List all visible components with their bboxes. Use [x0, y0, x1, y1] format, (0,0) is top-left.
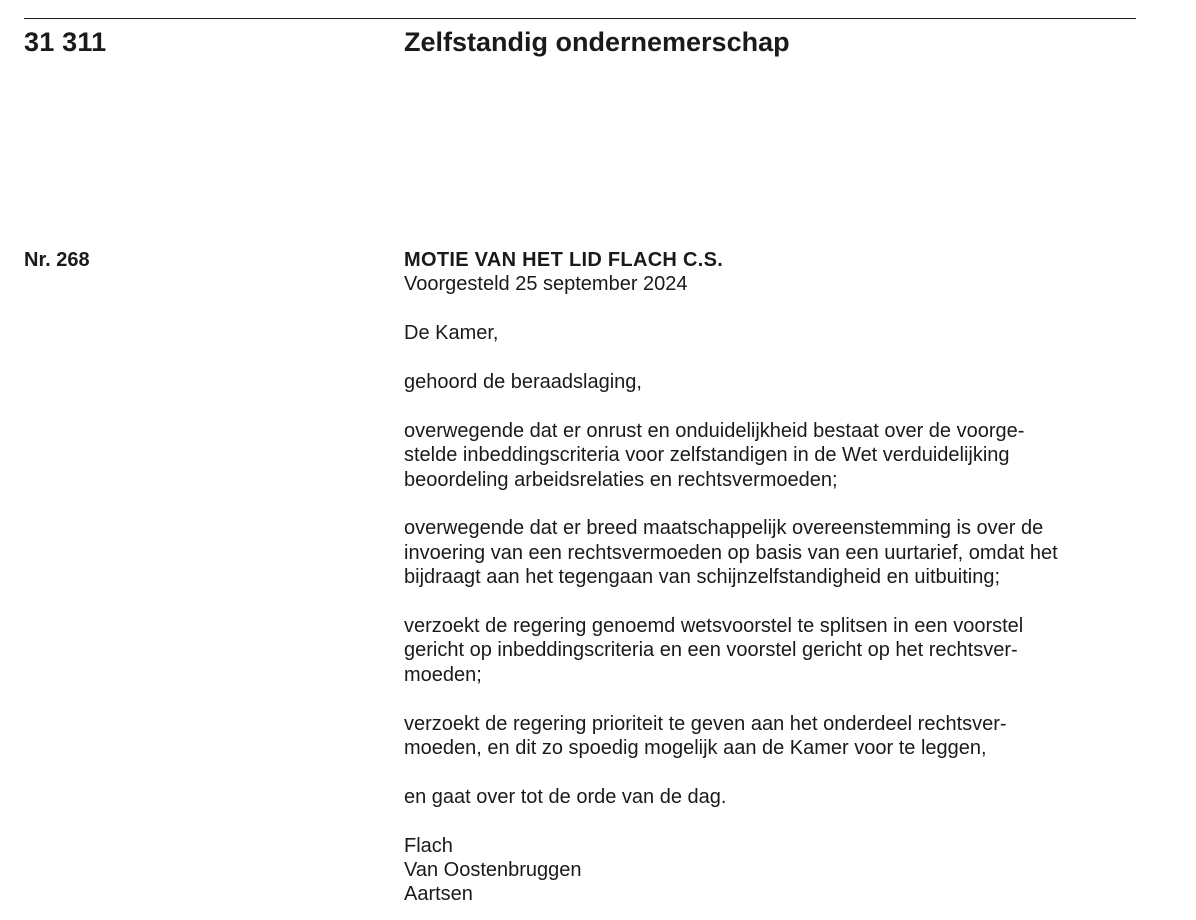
- signatory-name: Flach: [404, 834, 453, 857]
- signatory-name: Van Oostenbruggen: [404, 859, 582, 882]
- request-2-line: verzoekt de regering prioriteit te geven aan het onderdeel rechtsver-: [404, 712, 1007, 735]
- motion-date: Voorgesteld 25 september 2024: [404, 273, 688, 296]
- dossier-title: Zelfstandig ondernemerschap: [404, 27, 790, 57]
- closing-clause: en gaat over tot de orde van de dag.: [404, 785, 727, 808]
- motion-body: [404, 248, 1144, 907]
- request-clause-2: [404, 712, 1144, 761]
- request-clause-1: [404, 614, 1144, 687]
- considering-2-line: invoering van een rechtsvermoeden op basis van een uurtarief, omdat het: [404, 541, 1058, 564]
- salutation: De Kamer,: [404, 322, 499, 345]
- request-1-line: moeden;: [404, 663, 482, 686]
- considering-2-line: overwegende dat er breed maatschappelijk overeenstemming is over de: [404, 517, 1044, 540]
- considering-1-line: beoordeling arbeidsrelaties en rechtsvermoeden;: [404, 468, 838, 491]
- dossier-number: 31 311: [24, 27, 107, 57]
- considering-clause-1: [404, 419, 1144, 492]
- motion-heading: MOTIE VAN HET LID FLACH C.S.: [404, 249, 724, 271]
- considering-1-line: overwegende dat er onrust en onduidelijkheid bestaat over de voorge-: [404, 419, 1025, 442]
- considering-1-line: stelde inbeddingscriteria voor zelfstandigen in de Wet verduidelijking: [404, 444, 1010, 467]
- signatories: [404, 834, 1144, 907]
- request-1-line: verzoekt de regering genoemd wetsvoorstel te splitsen in een voorstel: [404, 615, 1024, 638]
- document-number: Nr. 268: [24, 249, 90, 271]
- top-rule: [24, 18, 1136, 19]
- heard-clause: gehoord de beraadslaging,: [404, 371, 642, 393]
- considering-2-line: bijdraagt aan het tegengaan van schijnzelfstandigheid en uitbuiting;: [404, 566, 1000, 589]
- request-2-line: moeden, en dit zo spoedig mogelijk aan de Kamer voor te leggen,: [404, 737, 987, 760]
- considering-clause-2: [404, 516, 1144, 589]
- signatory-name: Aartsen: [404, 883, 473, 906]
- request-1-line: gericht op inbeddingscriteria en een voorstel gericht op het rechtsver-: [404, 639, 1018, 662]
